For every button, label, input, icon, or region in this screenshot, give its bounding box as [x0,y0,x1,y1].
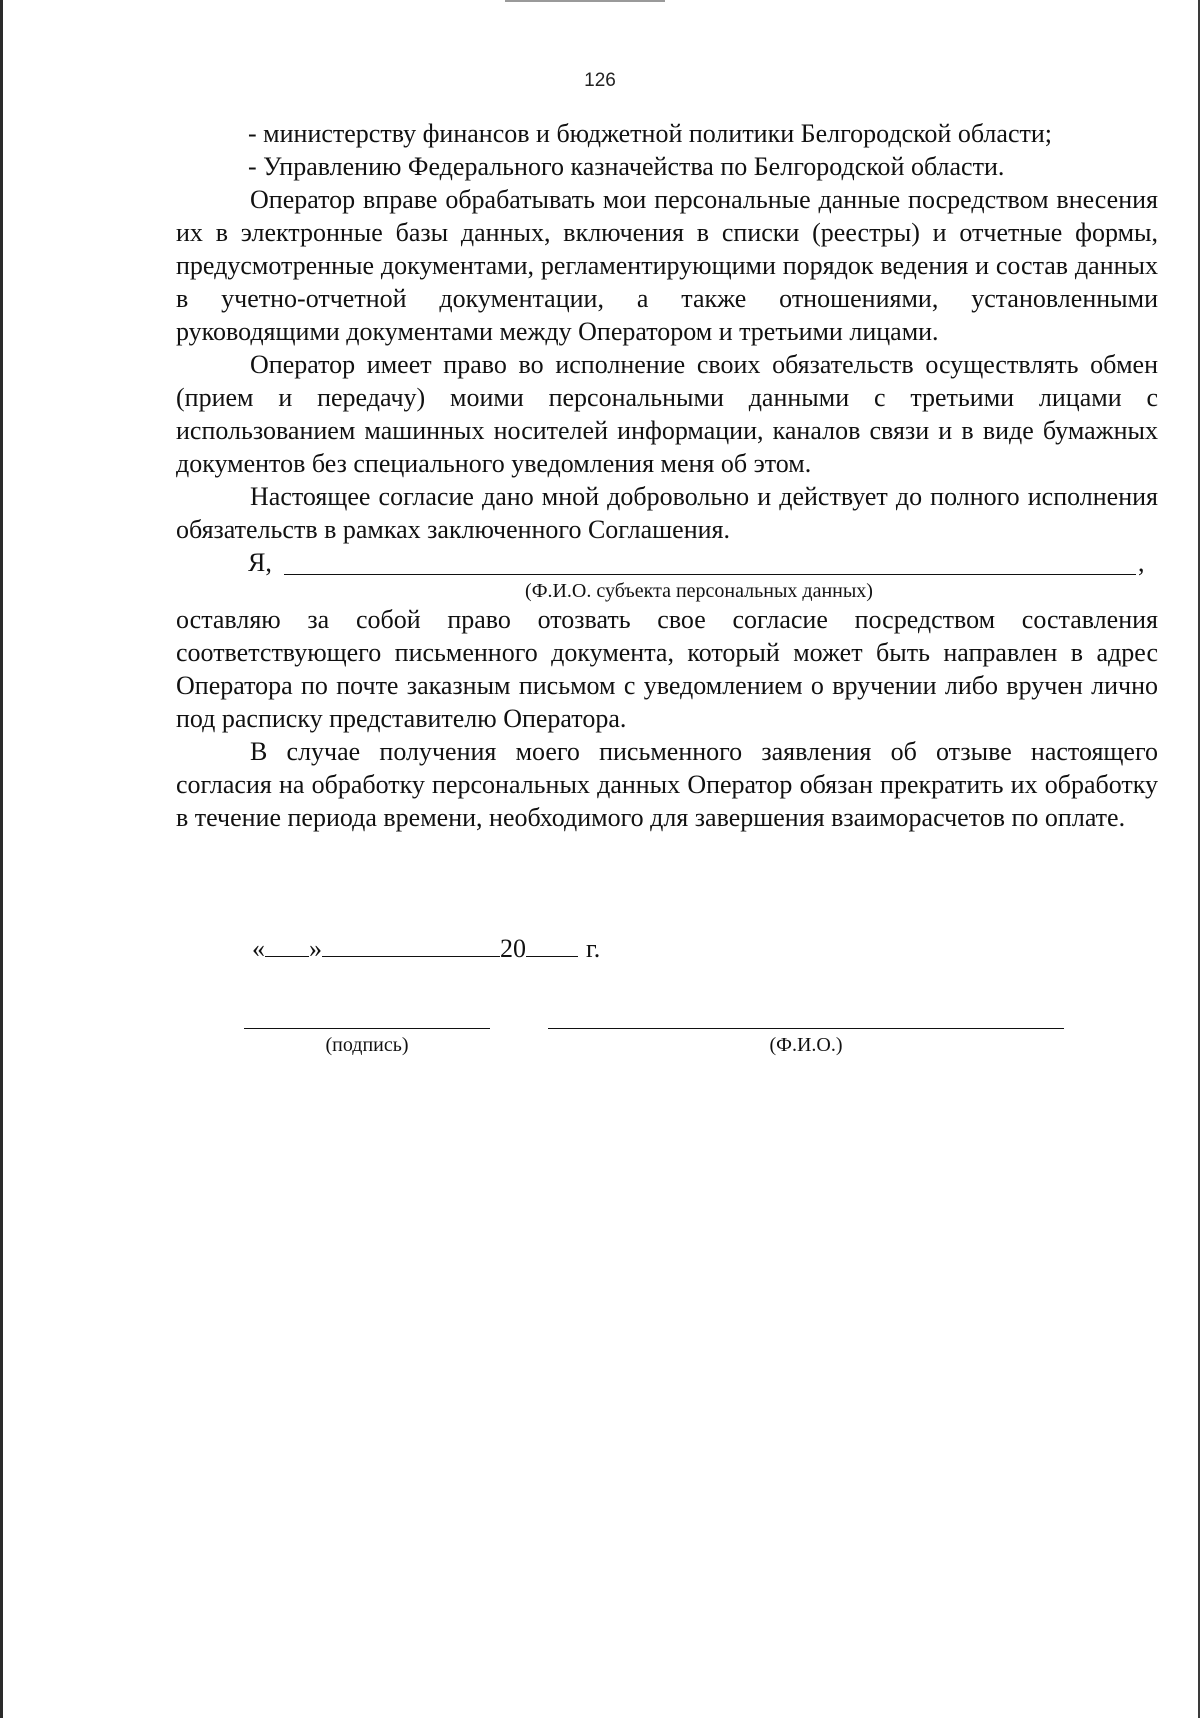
paragraph-revocation-effect: В случае получения моего письменного заявления об отзыве настоящего согласия на обработку персональных данных Оператор обязан прекратить их обработку в течение периода времени, необходимого для завершения взаиморасчетов по оплате. [176,737,1158,832]
signature-caption: (подпись) [325,1034,409,1056]
paragraph-exchange: Оператор имеет право во исполнение своих обязательств осуществлять обмен (прием и передачу) моими персональными данными с третьими лицами с использованием машинных носителей информации, каналов связи и в виде бумажных документов без специального уведомления меня об этом. [176,350,1158,478]
signature-field[interactable] [244,1028,490,1029]
list-item-ministry: - министерству финансов и бюджетной политики Белгородской области; [248,119,1052,148]
year-suffix: г. [586,934,601,963]
fio-comma: , [1138,548,1145,577]
year-field[interactable] [526,932,578,957]
fio-caption: (Ф.И.О. субъекта персональных данных) [525,580,873,602]
paragraph-processing: Оператор вправе обрабатывать мои персональные данные посредством внесения их в электронные базы данных, включения в списки (реестры) и отчетные формы, предусмотренные документами, регламентирующими порядок ведения и состав данных в учетно-отчетной документации, а также отношениями, установленными руководящими документами между Оператором и третьими лицами. [176,185,1158,346]
list-item-treasury: - Управлению Федерального казначейства по Белгородской области. [248,152,1005,181]
scan-top-mark [505,0,665,2]
date-open-quote: « [252,934,265,963]
page-number: 126 [584,70,616,91]
date-close-quote: » [309,934,322,963]
scan-edge-left [0,0,3,1718]
paragraph-consent-validity: Настоящее согласие дано мной добровольно и действует до полного исполнения обязательств в рамках заключенного Соглашения. [176,482,1158,544]
month-field[interactable] [322,932,500,957]
name-caption: (Ф.И.О.) [769,1034,843,1056]
year-prefix: 20 [500,934,526,963]
name-field[interactable] [548,1028,1064,1029]
date-row [252,932,600,965]
document-body [176,117,1158,834]
fio-row [176,546,1158,579]
fio-label: Я, [248,548,272,577]
fio-input-line[interactable] [284,574,1136,575]
day-field[interactable] [265,932,309,957]
paragraph-revocation-right: оставляю за собой право отозвать свое согласие посредством составления соответствующего письменного документа, который может быть направлен в адрес Оператора по почте заказным письмом с уведомлением о вручении либо вручен лично под расписку представителю Оператора. [176,605,1158,733]
